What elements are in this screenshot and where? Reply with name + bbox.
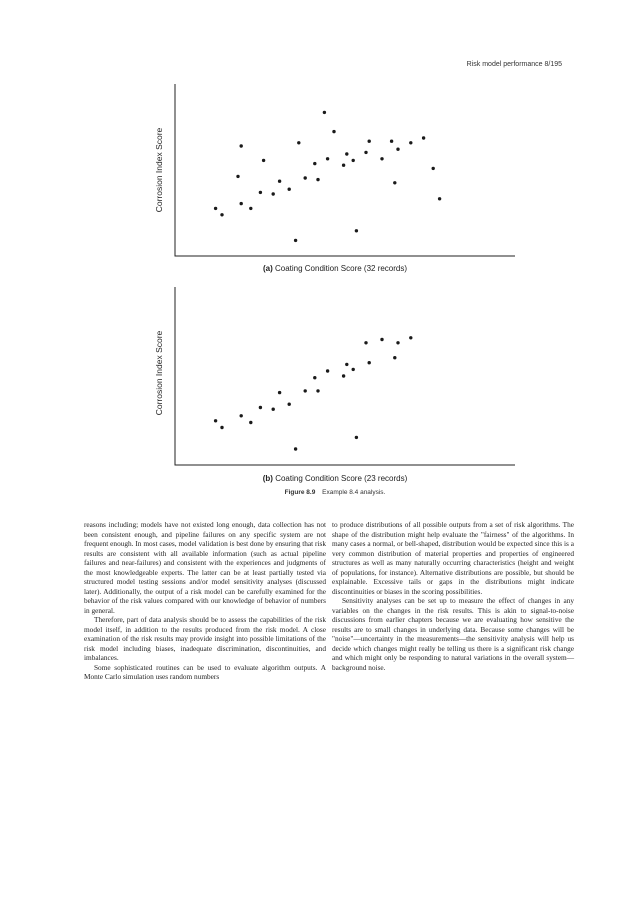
- scatter-plot-a: [150, 82, 520, 262]
- data-point-a-11: [288, 188, 291, 191]
- data-point-a-30: [422, 136, 425, 139]
- scatter-plot-b: [150, 285, 520, 470]
- data-point-a-29: [409, 141, 412, 144]
- data-point-a-19: [342, 164, 345, 167]
- data-point-a-3: [240, 202, 243, 205]
- data-point-a-17: [326, 157, 329, 160]
- body-column-left: [84, 520, 326, 682]
- y-axis-label-b: Corrosion Index Score: [154, 330, 164, 416]
- chart-b-caption-text: Coating Condition Score (23 records): [275, 474, 408, 483]
- data-point-b-9: [294, 447, 297, 450]
- data-point-a-6: [240, 144, 243, 147]
- data-point-a-20: [345, 152, 348, 155]
- data-point-a-4: [249, 207, 252, 210]
- data-point-b-16: [352, 368, 355, 371]
- data-point-b-4: [249, 421, 252, 424]
- data-point-b-21: [393, 356, 396, 359]
- paragraph: Sensitivity analyses can be set up to measure the effect of changes in any variables on the changes in the risk results. This is akin to signal-to-noise discussions from earlier chapters because we are evaluating how sensitive the results are to small changes in underlying data. Because some changes will be "noise"—uncertainty in the measurements—the sensitivity analysis will help us decide which changes might really be telling us there is a significant risk change and which might only be responding to natural variations in the overall system—background noise.: [332, 596, 574, 672]
- data-point-a-13: [294, 239, 297, 242]
- data-point-a-14: [304, 176, 307, 179]
- chart-b-caption: [170, 474, 500, 483]
- figure-caption-text: Example 8.4 analysis.: [322, 489, 386, 496]
- data-point-a-5: [236, 175, 239, 178]
- data-point-b-3: [240, 414, 243, 417]
- data-point-b-10: [304, 389, 307, 392]
- data-point-b-14: [342, 374, 345, 377]
- data-point-b-19: [368, 361, 371, 364]
- chart-b-caption-letter: (b): [262, 474, 273, 483]
- figure-caption: [150, 489, 520, 496]
- data-point-b-13: [326, 369, 329, 372]
- data-point-b-17: [355, 436, 358, 439]
- paragraph: Therefore, part of data analysis should be to assess the capabilities of the risk model itself, in addition to the results produced from the risk model. A close examination of the risk results may provide insight into possible limitations of the risk model including biases, inadequate discrimination, discontinuities, and imbalances.: [84, 615, 326, 662]
- data-point-a-22: [355, 229, 358, 232]
- data-point-b-15: [345, 363, 348, 366]
- data-point-a-10: [278, 180, 281, 183]
- chart-a-caption-text: Coating Condition Score (32 records): [274, 264, 408, 273]
- data-point-a-21: [352, 159, 355, 162]
- scatter-chart-b: [150, 285, 520, 470]
- figure-number: Figure 8.9: [284, 489, 316, 496]
- running-head: Risk model performance 8/195: [466, 61, 562, 68]
- paragraph: reasons including; models have not existed long enough, data collection has not been consistent enough, and pipeline failures on any specific system are not frequent enough. In most cases, model validation is best done by ensuring that risk results are consistent with all available information (such as actual pipeline failures and near-failures) and consistent with the experiences and judgments of the most knowledgeable experts. The latter can be at least partially tested via structured model testing sessions and/or model sensitivity analyses (discussed later). Additionally, the output of a risk model can be carefully examined for the behavior of the risk values compared with our knowledge of behavior of numbers in general.: [84, 520, 326, 615]
- data-point-b-11: [313, 376, 316, 379]
- data-point-a-27: [393, 181, 396, 184]
- data-point-a-26: [390, 140, 393, 143]
- data-point-b-20: [380, 338, 383, 341]
- data-point-a-7: [262, 159, 265, 162]
- data-point-a-2: [220, 213, 223, 216]
- data-point-a-12: [297, 141, 300, 144]
- data-point-a-28: [396, 148, 399, 151]
- data-point-a-8: [259, 191, 262, 194]
- data-point-b-8: [288, 403, 291, 406]
- chart-a-caption-letter: (a): [262, 264, 273, 273]
- data-point-a-31: [432, 167, 435, 170]
- data-point-a-32: [438, 197, 441, 200]
- data-point-a-24: [368, 140, 371, 143]
- paragraph: to produce distributions of all possible outputs from a set of risk algorithms. The shape of the distribution might help evaluate the "fairness" of the algorithms. In many cases a normal, or bell-shaped, distribution would be expected since this is a very common distribution of material properties and properties of engineered structures as well as many naturally occurring characteristics (height and weight of populations, for instance). Alternative distributions are possible, but should be explainable. Excessive tails or gaps in the distributions might indicate discontinuities or biases in the scoring possibilities.: [332, 520, 574, 596]
- data-point-b-22: [396, 341, 399, 344]
- data-point-a-9: [272, 192, 275, 195]
- data-point-b-12: [316, 389, 319, 392]
- data-point-a-25: [380, 157, 383, 160]
- y-axis-label-a: Corrosion Index Score: [154, 127, 164, 213]
- chart-a-caption: [170, 264, 500, 273]
- data-point-b-1: [214, 419, 217, 422]
- data-point-b-6: [272, 408, 275, 411]
- scatter-chart-a: [150, 82, 520, 262]
- axes-a: [175, 84, 515, 256]
- data-point-b-18: [364, 341, 367, 344]
- data-point-a-1: [214, 207, 217, 210]
- data-point-a-23: [364, 151, 367, 154]
- paragraph: Some sophisticated routines can be used to evaluate algorithm outputs. A Monte Carlo simulation uses random numbers: [84, 662, 326, 681]
- body-column-right: [332, 520, 574, 672]
- data-point-a-18: [332, 130, 335, 133]
- data-point-b-7: [278, 391, 281, 394]
- data-point-a-33: [323, 111, 326, 114]
- data-point-b-2: [220, 426, 223, 429]
- data-point-a-15: [313, 162, 316, 165]
- data-point-b-23: [409, 336, 412, 339]
- data-point-b-5: [259, 406, 262, 409]
- data-point-a-16: [316, 178, 319, 181]
